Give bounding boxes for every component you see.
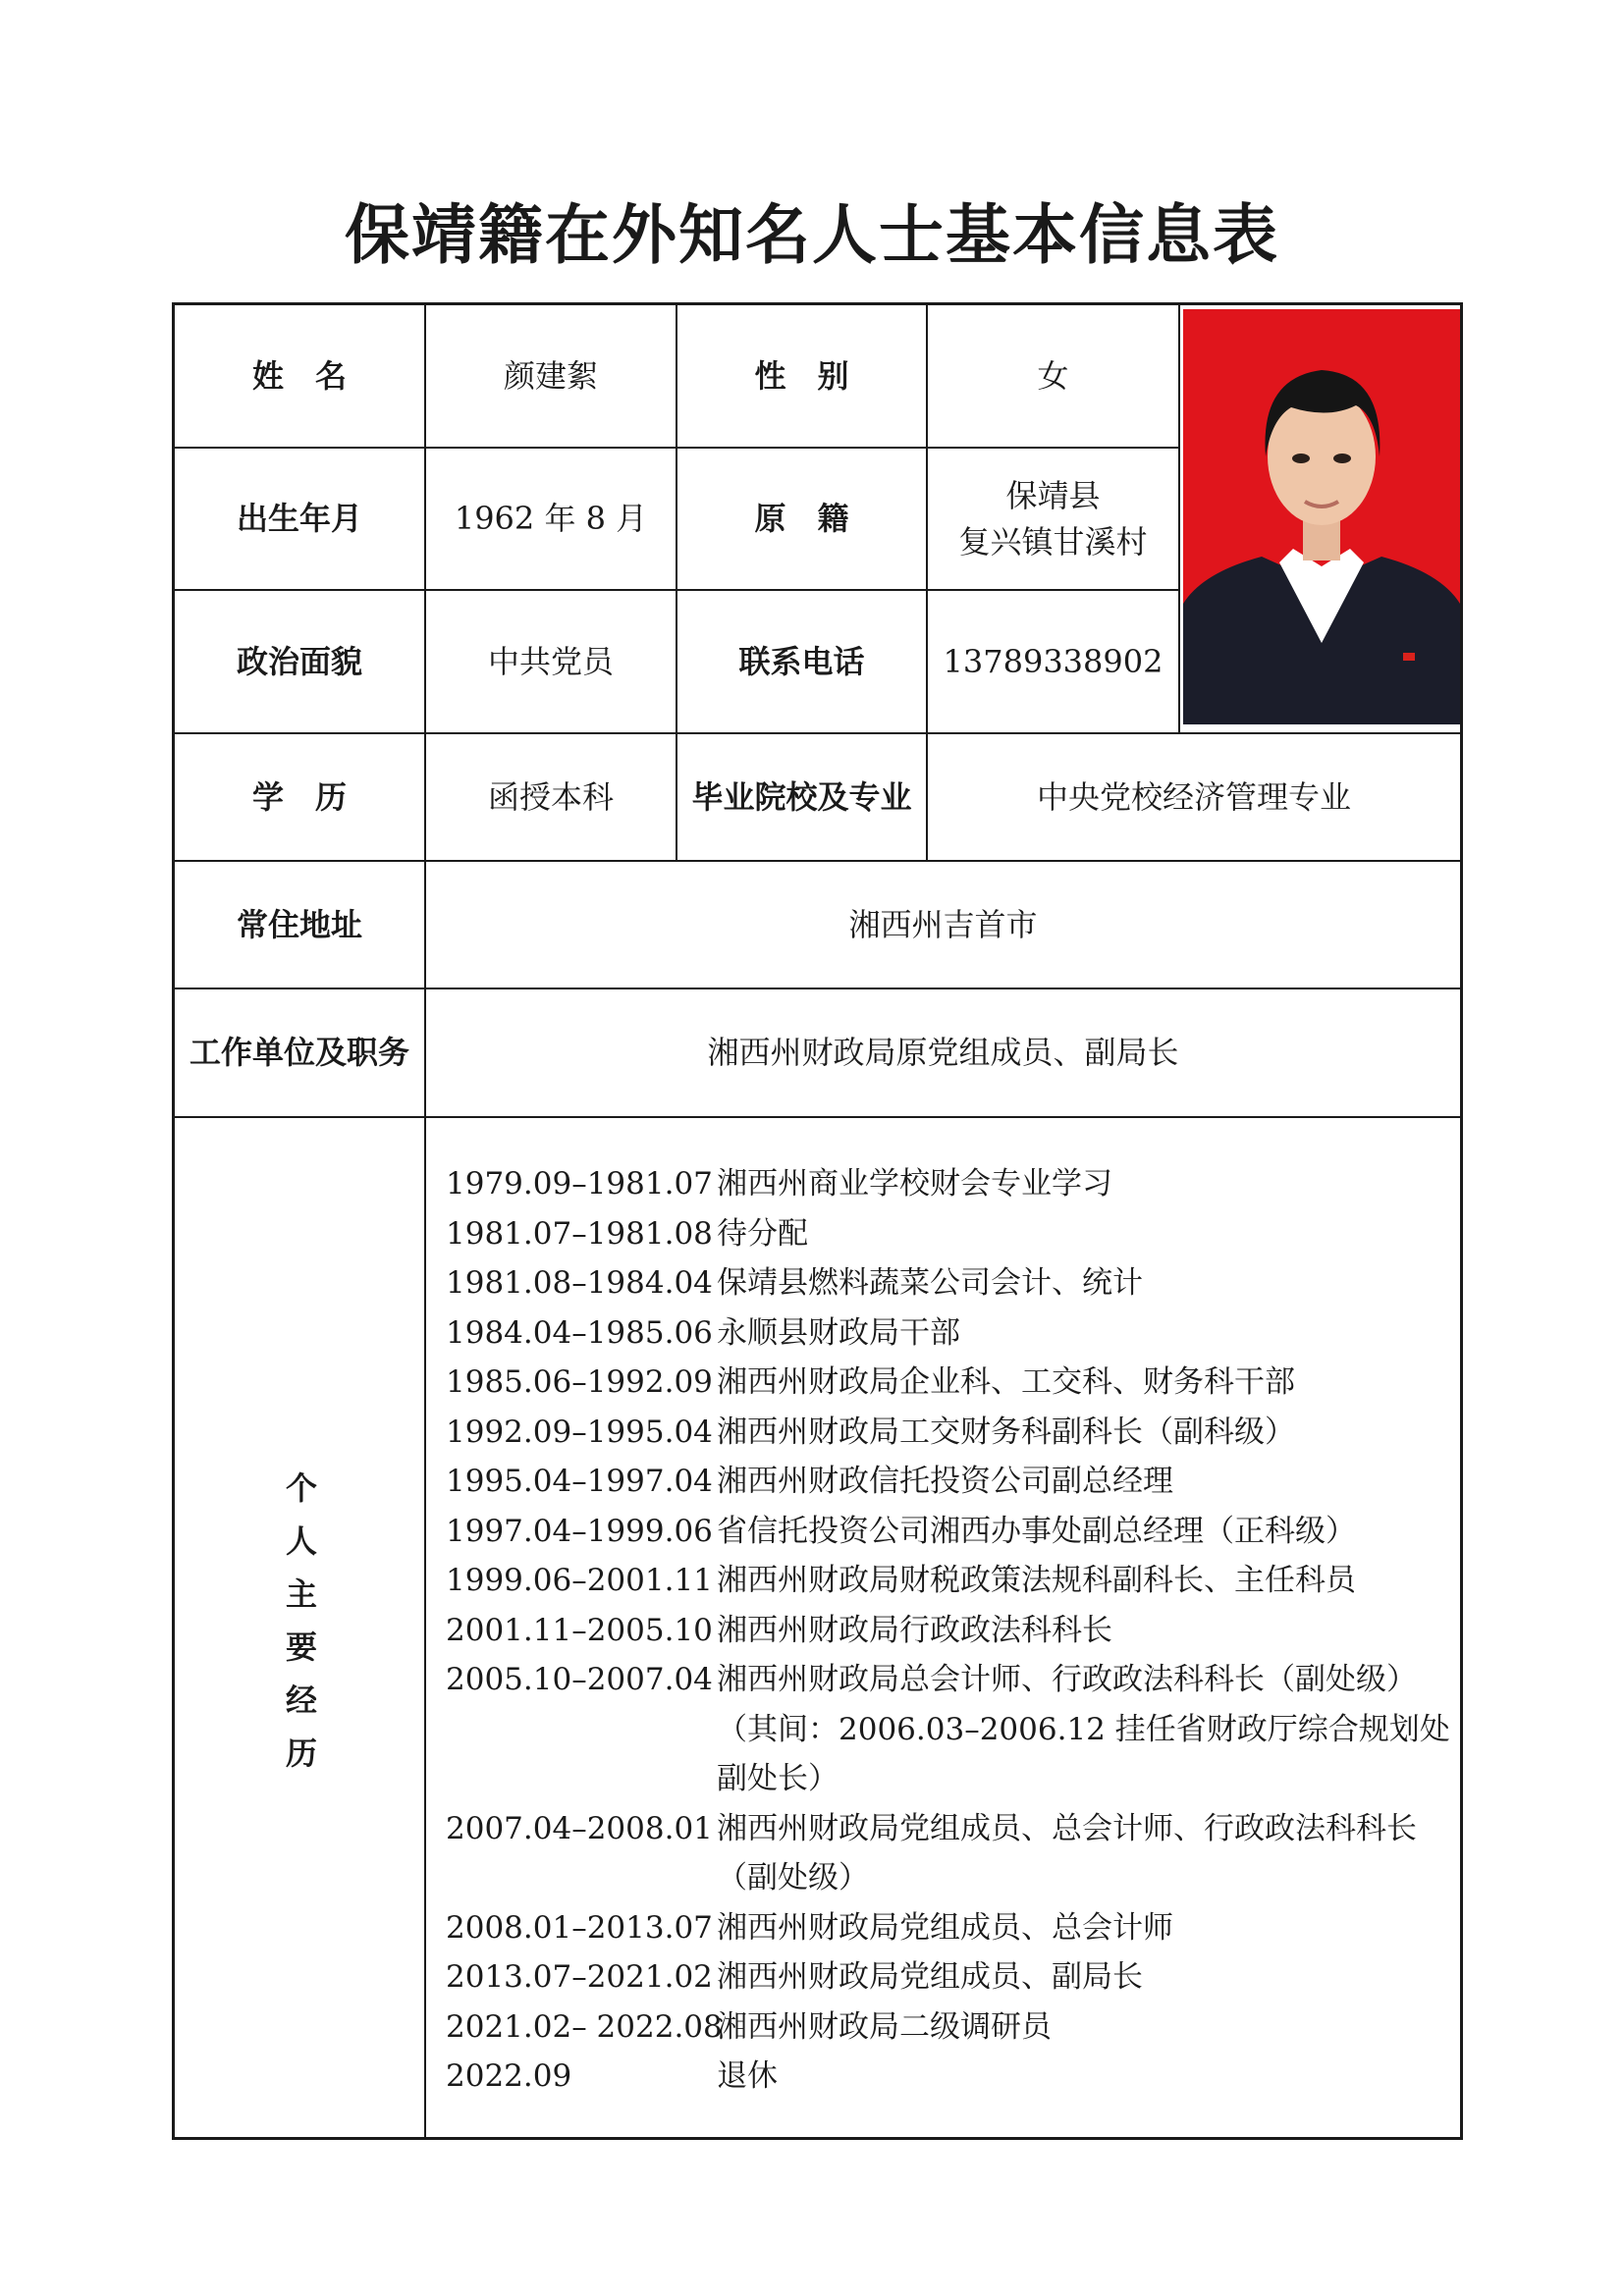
label-experience bbox=[175, 1120, 424, 2141]
experience-desc: 保靖县燃料蔬菜公司会计、统计 bbox=[717, 1265, 1143, 1301]
experience-period: 1995.04–1997.04 bbox=[446, 1464, 713, 1499]
experience-desc: 省信托投资公司湘西办事处副总经理（正科级） bbox=[717, 1513, 1356, 1549]
experience-item bbox=[446, 1159, 1457, 1209]
label-gender: 性 别 bbox=[754, 356, 849, 395]
experience-desc: 湘西州商业学校财会专业学习 bbox=[717, 1166, 1112, 1201]
label-address: 常住地址 bbox=[236, 905, 362, 943]
label-phone: 联系电话 bbox=[738, 642, 865, 680]
experience-item bbox=[446, 1952, 1457, 2002]
experience-desc: 湘西州财政局企业科、工交科、财务科干部 bbox=[717, 1364, 1295, 1400]
experience-desc: 待分配 bbox=[717, 1215, 808, 1252]
experience-period: 2007.04–2008.01 bbox=[446, 1810, 713, 1846]
experience-desc: 湘西州财政局二级调研员 bbox=[717, 2008, 1052, 2045]
label-native-place: 原 籍 bbox=[754, 500, 849, 538]
experience-period: 1981.07–1981.08 bbox=[446, 1215, 713, 1252]
col-divider bbox=[1178, 305, 1180, 732]
experience-period: 2013.07–2021.02 bbox=[446, 1959, 713, 1995]
row-divider bbox=[175, 1116, 1460, 1118]
experience-item bbox=[446, 1457, 1457, 1507]
experience-desc: 湘西州财政局行政政法科科长 bbox=[717, 1612, 1112, 1648]
experience-period: 2001.11–2005.10 bbox=[446, 1612, 713, 1648]
experience-period: 1985.06–1992.09 bbox=[446, 1364, 713, 1400]
experience-period: 2022.09 bbox=[446, 2058, 572, 2094]
label-education: 学 历 bbox=[251, 777, 347, 816]
value-politics: 中共党员 bbox=[487, 642, 614, 680]
value-address: 湘西州吉首市 bbox=[848, 905, 1038, 943]
label-politics: 政治面貌 bbox=[236, 642, 362, 680]
value-gender: 女 bbox=[1037, 356, 1069, 395]
value-work-unit: 湘西州财政局原党组成员、副局长 bbox=[707, 1034, 1179, 1072]
experience-item bbox=[446, 2002, 1457, 2053]
value-education: 函授本科 bbox=[487, 777, 614, 816]
experience-desc: 湘西州财政局财税政策法规科副科长、主任科员 bbox=[717, 1563, 1356, 1598]
experience-item bbox=[446, 1258, 1457, 1308]
experience-item bbox=[446, 1308, 1457, 1359]
label-school-major: 毕业院校及专业 bbox=[691, 777, 912, 816]
experience-item bbox=[446, 2052, 1457, 2102]
experience-list bbox=[446, 1159, 1457, 2102]
value-name: 颜建絮 bbox=[503, 356, 598, 395]
value-school-major: 中央党校经济管理专业 bbox=[1036, 777, 1351, 816]
value-phone: 13789338902 bbox=[943, 642, 1164, 680]
experience-desc: 湘西州财政局工交财务科副科长（副科级） bbox=[717, 1414, 1295, 1450]
experience-period: 1984.04–1985.06 bbox=[446, 1314, 713, 1351]
experience-period: 1979.09–1981.07 bbox=[446, 1166, 713, 1201]
experience-item bbox=[446, 1507, 1457, 1557]
experience-period: 1997.04–1999.06 bbox=[446, 1513, 713, 1549]
portrait-photo bbox=[1183, 309, 1460, 724]
experience-period: 2008.01–2013.07 bbox=[446, 1909, 713, 1946]
experience-item bbox=[446, 1903, 1457, 1953]
experience-period: 1981.08–1984.04 bbox=[446, 1265, 713, 1301]
experience-desc: 退休 bbox=[717, 2058, 778, 2094]
value-birth: 1962 年 8 月 bbox=[454, 500, 648, 538]
experience-item bbox=[446, 1358, 1457, 1408]
value-native-place bbox=[928, 449, 1178, 589]
experience-item bbox=[446, 1655, 1457, 1804]
label-birth: 出生年月 bbox=[236, 500, 362, 538]
experience-item bbox=[446, 1408, 1457, 1458]
experience-period: 2021.02– 2022.08 bbox=[446, 2008, 723, 2045]
experience-period: 1992.09–1995.04 bbox=[446, 1414, 713, 1450]
experience-item bbox=[446, 1209, 1457, 1259]
native-place-line2: 复兴镇甘溪村 bbox=[958, 522, 1148, 561]
info-table bbox=[172, 302, 1463, 2140]
label-experience-text: 个人主要经历 bbox=[281, 1471, 318, 1789]
experience-desc: 湘西州财政局党组成员、副局长 bbox=[717, 1959, 1143, 1995]
experience-desc: 湘西州财政局党组成员、总会计师、行政政法科科长（副处级） bbox=[717, 1810, 1417, 1896]
experience-desc: 湘西州财政局总会计师、行政政法科科长（副处级）（其间：2006.03–2006.12 挂任省财政厅综合规划处副处长） bbox=[717, 1662, 1450, 1796]
label-name: 姓 名 bbox=[251, 356, 347, 395]
native-place-line1: 保靖县 bbox=[1005, 477, 1101, 515]
experience-desc: 湘西州财政局党组成员、总会计师 bbox=[717, 1909, 1173, 1946]
experience-item bbox=[446, 1804, 1457, 1903]
experience-item bbox=[446, 1556, 1457, 1606]
page-title: 保靖籍在外知名人士基本信息表 bbox=[345, 196, 1279, 273]
experience-desc: 湘西州财政信托投资公司副总经理 bbox=[717, 1464, 1173, 1499]
experience-desc: 永顺县财政局干部 bbox=[717, 1314, 960, 1351]
portrait-figure-icon bbox=[1183, 309, 1460, 724]
experience-item bbox=[446, 1606, 1457, 1656]
experience-period: 2005.10–2007.04 bbox=[446, 1662, 713, 1697]
experience-period: 1999.06–2001.11 bbox=[446, 1563, 713, 1598]
label-work-unit: 工作单位及职务 bbox=[189, 1034, 409, 1072]
